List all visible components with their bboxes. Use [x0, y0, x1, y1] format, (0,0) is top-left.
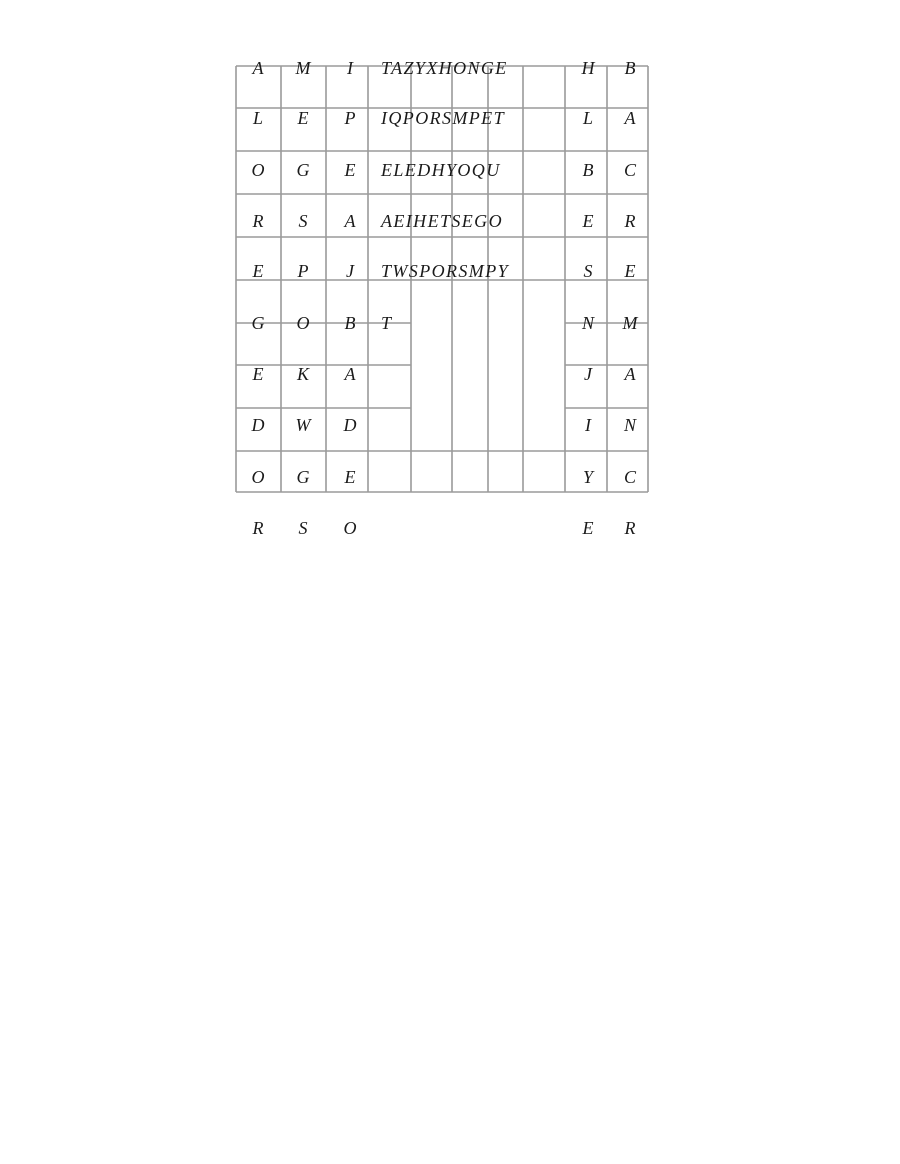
grid-cells — [251, 58, 639, 538]
grid-letter: L — [252, 108, 264, 128]
grid-letter: B — [582, 160, 594, 180]
grid-letter: O — [251, 467, 265, 487]
grid-letter: E — [624, 261, 636, 281]
grid-letter: E — [582, 211, 594, 231]
grid-letter: G — [296, 160, 310, 180]
middle-letter-run: TWSPORSMPY — [381, 261, 509, 281]
grid-letter: C — [623, 467, 637, 487]
grid-letter: E — [252, 261, 264, 281]
grid-letter: J — [584, 364, 592, 384]
grid-letter: E — [344, 467, 356, 487]
grid-letter: G — [251, 313, 265, 333]
grid-letter: D — [251, 415, 265, 435]
grid-letter: M — [295, 58, 311, 78]
grid-letter: C — [623, 160, 637, 180]
grid-letter: A — [344, 211, 356, 231]
middle-letter-run: AEIHETSEGO — [381, 211, 503, 231]
grid-letter: O — [296, 313, 310, 333]
middle-letter-run: TAZYXHONGE — [381, 58, 508, 78]
grid-letter: S — [583, 261, 593, 281]
middle-letter-run: IQPORSMPET — [381, 108, 505, 128]
grid-letter: N — [623, 415, 637, 435]
middle-letter-run: ELEDHYOQU — [381, 160, 501, 180]
grid-letter: G — [296, 467, 310, 487]
grid-letter: A — [252, 58, 264, 78]
grid-letter: H — [581, 58, 595, 78]
grid-letter: P — [344, 108, 356, 128]
grid-letter: B — [344, 313, 356, 333]
grid-letter: R — [252, 211, 264, 231]
grid-letter: E — [252, 364, 264, 384]
grid-letter: E — [297, 108, 309, 128]
grid-letter: E — [344, 160, 356, 180]
grid-letter: E — [582, 518, 594, 538]
grid-letter: A — [624, 108, 636, 128]
grid-letter: K — [296, 364, 310, 384]
grid-letter: R — [624, 518, 636, 538]
grid-letter: O — [343, 518, 357, 538]
grid-letter: S — [298, 518, 308, 538]
grid-letter: N — [581, 313, 595, 333]
grid-letter: A — [624, 364, 636, 384]
grid-letter: Y — [582, 467, 594, 487]
grid-letter: P — [297, 261, 309, 281]
middle-letter-run: T — [381, 313, 393, 333]
grid-letter: R — [252, 518, 264, 538]
grid-letter: B — [624, 58, 636, 78]
grid-letter: I — [585, 415, 591, 435]
grid-letter: L — [582, 108, 594, 128]
grid-letter: J — [346, 261, 354, 281]
grid-letter: A — [344, 364, 356, 384]
grid-letter: I — [347, 58, 353, 78]
grid-letter: S — [298, 211, 308, 231]
grid-letter: M — [622, 313, 638, 333]
grid-letter: R — [624, 211, 636, 231]
grid-letter: O — [251, 160, 265, 180]
grid-letter: W — [295, 415, 311, 435]
grid-letter: D — [343, 415, 357, 435]
